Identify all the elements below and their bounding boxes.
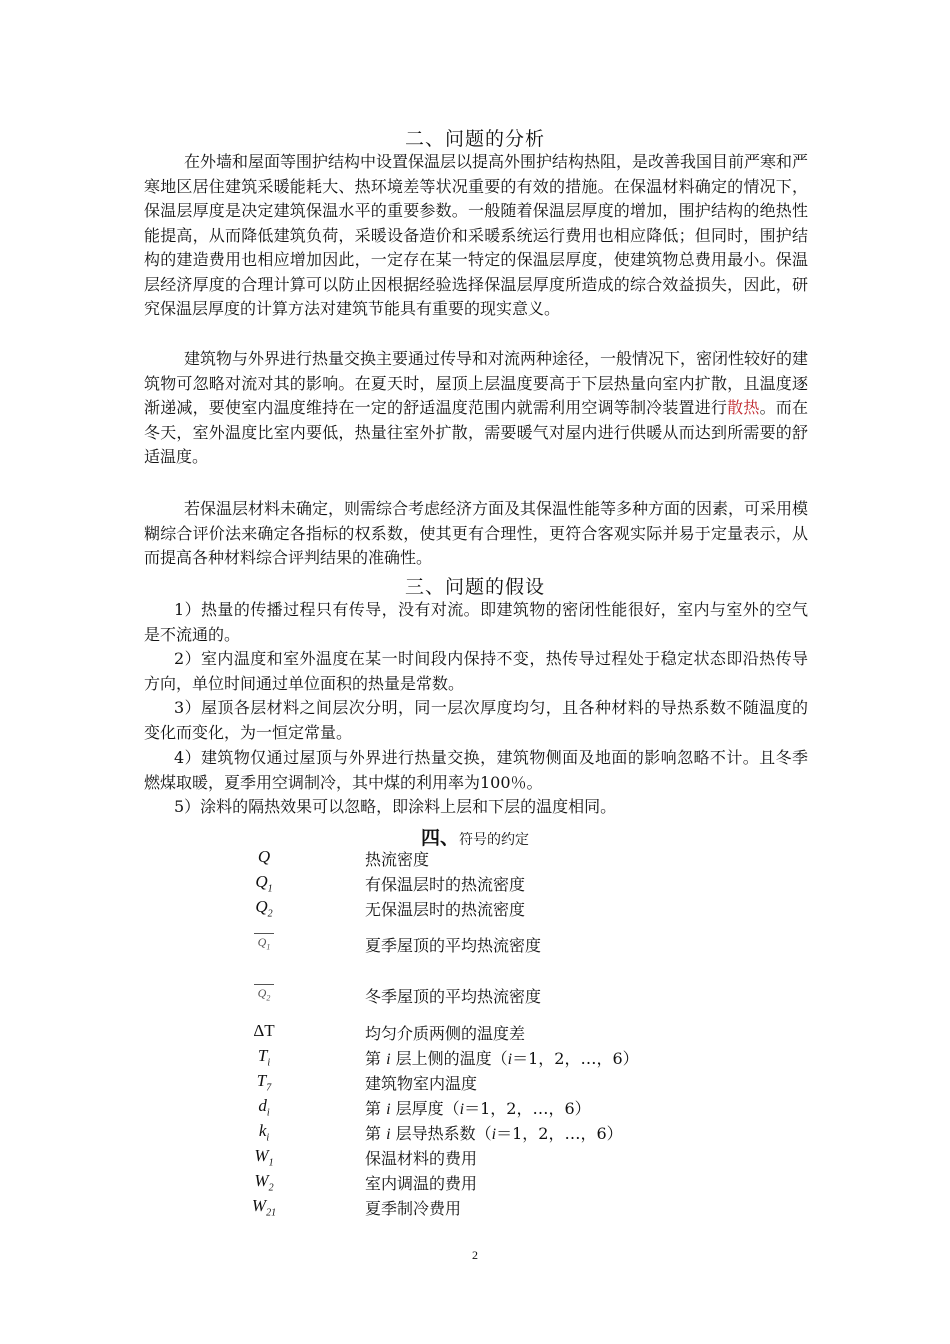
symbol-row (0, 1021, 950, 1045)
symbol: ΔT (253, 1021, 275, 1040)
symbol-row (0, 1146, 950, 1170)
symbol-row (0, 1071, 950, 1095)
analysis-paragraph-2 (144, 347, 808, 470)
symbol-row (0, 984, 950, 1008)
symbol: $W_{21}$ (251, 1196, 277, 1219)
symbol-row (0, 897, 950, 921)
symbol-description: 均匀介质两侧的温度差 (365, 1024, 526, 1043)
symbol-description: 冬季屋顶的平均热流密度 (365, 987, 542, 1006)
section-3-heading: 三、问题的假设 (404, 576, 545, 598)
symbol-mean-q1: $Q_1$ (246, 933, 282, 951)
symbol-row (0, 1046, 950, 1070)
highlighted-term: 散热 (727, 398, 760, 417)
symbol-description: 第 i 层上侧的温度（i＝1，2，…，6） (365, 1049, 639, 1068)
symbol-row (0, 1121, 950, 1145)
analysis-paragraph-3: 若保温层材料未确定，则需综合考虑经济方面及其保温性能等多种方面的因素，可采用模糊综合评价法来确定各指标的权系数，使其更有合理性，更符合客观实际并易于定量表示，从而提高各种材料综合评判结果的准确性。 (144, 499, 809, 567)
symbol-description: 夏季制冷费用 (365, 1199, 462, 1218)
symbol-row (0, 872, 950, 896)
assumption-item: 3）屋顶各层材料之间层次分明，同一层次厚度均匀，且各种材料的导热系数不随温度的变化而变化，为一恒定常量。 (144, 698, 808, 742)
assumption-item: 5）涂料的隔热效果可以忽略，即涂料上层和下层的温度相同。 (174, 797, 617, 816)
symbol-description: 第 i 层厚度（i＝1，2，…，6） (365, 1099, 591, 1118)
assumption-item: 2）室内温度和室外温度在某一时间段内保持不变，热传导过程处于稳定状态即沿热传导方向，单位时间通过单位面积的热量是常数。 (144, 649, 808, 693)
section-4-heading (0, 823, 950, 850)
symbol: $T_7$ (256, 1071, 272, 1094)
symbol-description: 室内调温的费用 (365, 1174, 478, 1193)
symbol-description: 保温材料的费用 (365, 1149, 478, 1168)
symbol-description: 无保温层时的热流密度 (365, 900, 526, 919)
section-4-title: 符号的约定 (459, 832, 529, 848)
assumption-item: 4）建筑物仅通过屋顶与外界进行热量交换，建筑物侧面及地面的影响忽略不计。且冬季燃煤取暖，夏季用空调制冷，其中煤的利用率为100％。 (144, 748, 808, 792)
symbol-mean-q2: $Q_2$ (246, 984, 282, 1002)
symbol: $Q_2$ (255, 897, 273, 920)
analysis-paragraph-2-text-b: 。而在冬天，室外温度比室内要低，热量往室外扩散，需要暖气对屋内进行供暖从而达到所需要的舒适温度。 (144, 398, 808, 466)
symbol-row (0, 933, 950, 957)
section-2-heading: 二、问题的分析 (404, 128, 545, 150)
symbol: $T_i$ (257, 1046, 271, 1069)
symbol-description: 建筑物室内温度 (365, 1074, 478, 1093)
section-4-number: 四、 (420, 827, 459, 849)
page-number: 2 (472, 1248, 478, 1262)
symbol-description: 第 i 层导热系数（i＝1，2，…，6） (365, 1124, 623, 1143)
symbol: $d_i$ (258, 1096, 270, 1119)
symbol: $Q_1$ (255, 872, 273, 895)
symbol-description: 夏季屋顶的平均热流密度 (365, 936, 542, 955)
symbol-description: 有保温层时的热流密度 (365, 875, 526, 894)
symbol: Q (257, 847, 271, 866)
symbol-row (0, 1171, 950, 1195)
analysis-paragraph-2-text-a: 建筑物与外界进行热量交换主要通过传导和对流两种途径，一般情况下，密闭性较好的建筑物可忽略对流对其的影响。在夏天时，屋顶上层温度要高于下层热量向室内扩散，且温度逐渐递减，要使室内温度维持在一定的舒适温度范围内就需利用空调等制冷装置进行 (144, 349, 809, 417)
assumption-item: 1）热量的传播过程只有传导，没有对流。即建筑物的密闭性能很好，室内与室外的空气是不流通的。 (144, 600, 808, 644)
symbol-row (0, 847, 950, 871)
symbol-description: 热流密度 (365, 850, 430, 869)
symbol: $W_1$ (254, 1146, 274, 1169)
symbol: $k_i$ (258, 1121, 270, 1144)
analysis-paragraph-1: 在外墙和屋面等围护结构中设置保温层以提高外围护结构热阻，是改善我国目前严寒和严寒地区居住建筑采暖能耗大、热环境差等状况重要的有效的措施。在保温材料确定的情况下，保温层厚度是决定建筑保温水平的重要参数。一般随着保温层厚度的增加，围护结构的绝热性能提高，从而降低建筑负荷，采暖设备造价和采暖系统运行费用也相应降低；但同时，围护结构的建造费用也相应增加因此，一定存在某一特定的保温层厚度，使建筑物总费用最小。保温层经济厚度的合理计算可以防止因根据经验选择保温层厚度所造成的综合效益损失，因此，研究保温层厚度的计算方法对建筑节能具有重要的现实意义。 (144, 152, 809, 318)
symbol: $W_2$ (254, 1171, 274, 1194)
symbol-row (0, 1096, 950, 1120)
symbol-row (0, 1196, 950, 1220)
